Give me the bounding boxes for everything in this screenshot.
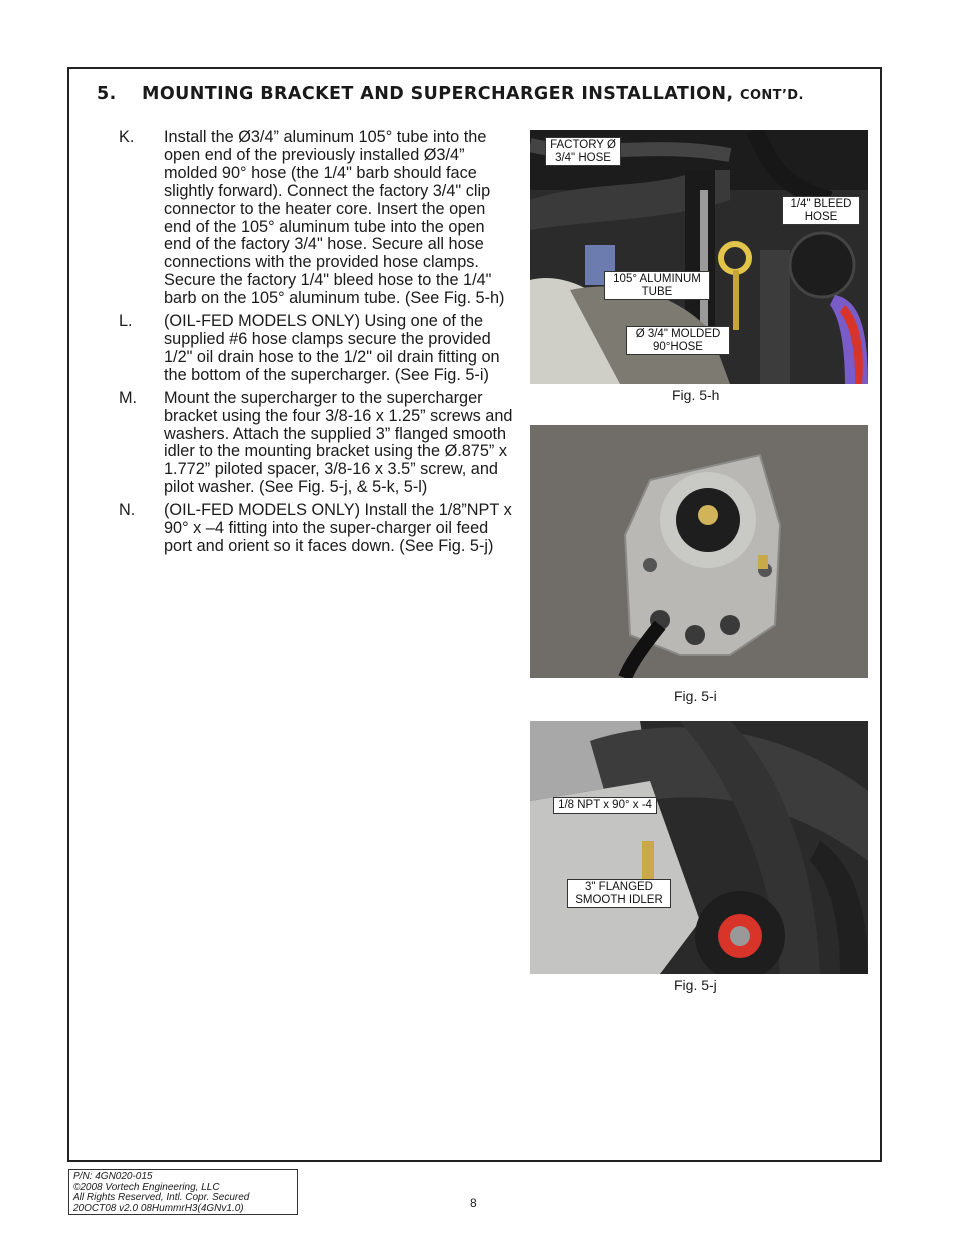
- step-k: [119, 129, 514, 308]
- part-number: P/N: 4GN020-015: [73, 1171, 153, 1182]
- callout-bleed-hose: 1/4" BLEED HOSE: [782, 196, 860, 225]
- step-text: Mount the supercharger to the supercharger bracket using the four 3/8-16 x 1.25” screws and washers. Attach the supplied 3” flanged smooth idler to the mounting bracket using the Ø.875” x 1.772” piloted spacer, 3/8-16 x 3.5” screw, and pilot washer. (See Fig. 5-j, & 5-k, 5-l): [164, 388, 513, 497]
- section-title: MOUNTING BRACKET AND SUPERCHARGER INSTALLATION,: [142, 84, 734, 104]
- section-number: 5.: [97, 84, 117, 104]
- callout-molded-hose: Ø 3/4" MOLDED 90°HOSE: [626, 326, 730, 355]
- step-letter: L.: [119, 312, 133, 331]
- page-number: 8: [470, 1196, 477, 1210]
- step-text: Install the Ø3/4” aluminum 105° tube into the open end of the previously installed Ø3/4” molded 90° hose (the 1/4" barb should face slightly forward). Connect the factory 3/4" clip connector to the heater core. Insert the open end of the 105° aluminum tube into the open end of the factory 3/4" hose. Secure all hose connections with the provided hose clamps. Secure the factory 1/4" bleed hose to the 1/4" barb on the 105° aluminum tube. (See Fig. 5-h): [164, 128, 505, 308]
- figure-5i-photo: [530, 425, 868, 678]
- callout-aluminum-tube: 105° ALUMINUM TUBE: [604, 271, 710, 300]
- step-letter: N.: [119, 501, 136, 520]
- step-n: [119, 502, 514, 556]
- figure-5j-caption: Fig. 5-j: [674, 977, 717, 993]
- version: 20OCT08 v2.0 08HummrH3(4GNv1.0): [73, 1202, 244, 1214]
- callout-idler: 3" FLANGED SMOOTH IDLER: [567, 879, 671, 908]
- idler-fitting-image: [530, 721, 868, 974]
- step-l: [119, 313, 514, 385]
- step-text: (OIL-FED MODELS ONLY) Using one of the supplied #6 hose clamps secure the provided 1/2" oil drain hose to the 1/2" oil drain fitting on the bottom of the supercharger. (See Fig. 5-i): [164, 312, 500, 384]
- section-heading: [97, 84, 804, 104]
- figure-5i-caption: Fig. 5-i: [674, 688, 717, 704]
- figure-5h-caption: Fig. 5-h: [672, 387, 720, 403]
- callout-factory-hose: FACTORY Ø 3/4" HOSE: [545, 137, 621, 166]
- step-m: [119, 390, 514, 497]
- callout-npt-fitting: 1/8 NPT x 90° x -4: [553, 797, 657, 814]
- figure-5j-photo: [530, 721, 868, 974]
- instruction-steps: [119, 129, 514, 561]
- footer-info: [68, 1169, 298, 1215]
- supercharger-image: [530, 425, 868, 678]
- copyright: ©2008 Vortech Engineering, LLC: [73, 1181, 220, 1193]
- section-title-suffix: CONT’D.: [740, 88, 804, 103]
- step-letter: K.: [119, 128, 135, 146]
- rights-notice: All Rights Reserved, Intl. Copr. Secured: [73, 1192, 250, 1204]
- step-letter: M.: [119, 388, 138, 407]
- step-text: (OIL-FED MODELS ONLY) Install the 1/8”NPT x 90° x –4 fitting into the super-charger oil feed port and orient so it faces down. (See Fig. 5-j): [164, 501, 512, 555]
